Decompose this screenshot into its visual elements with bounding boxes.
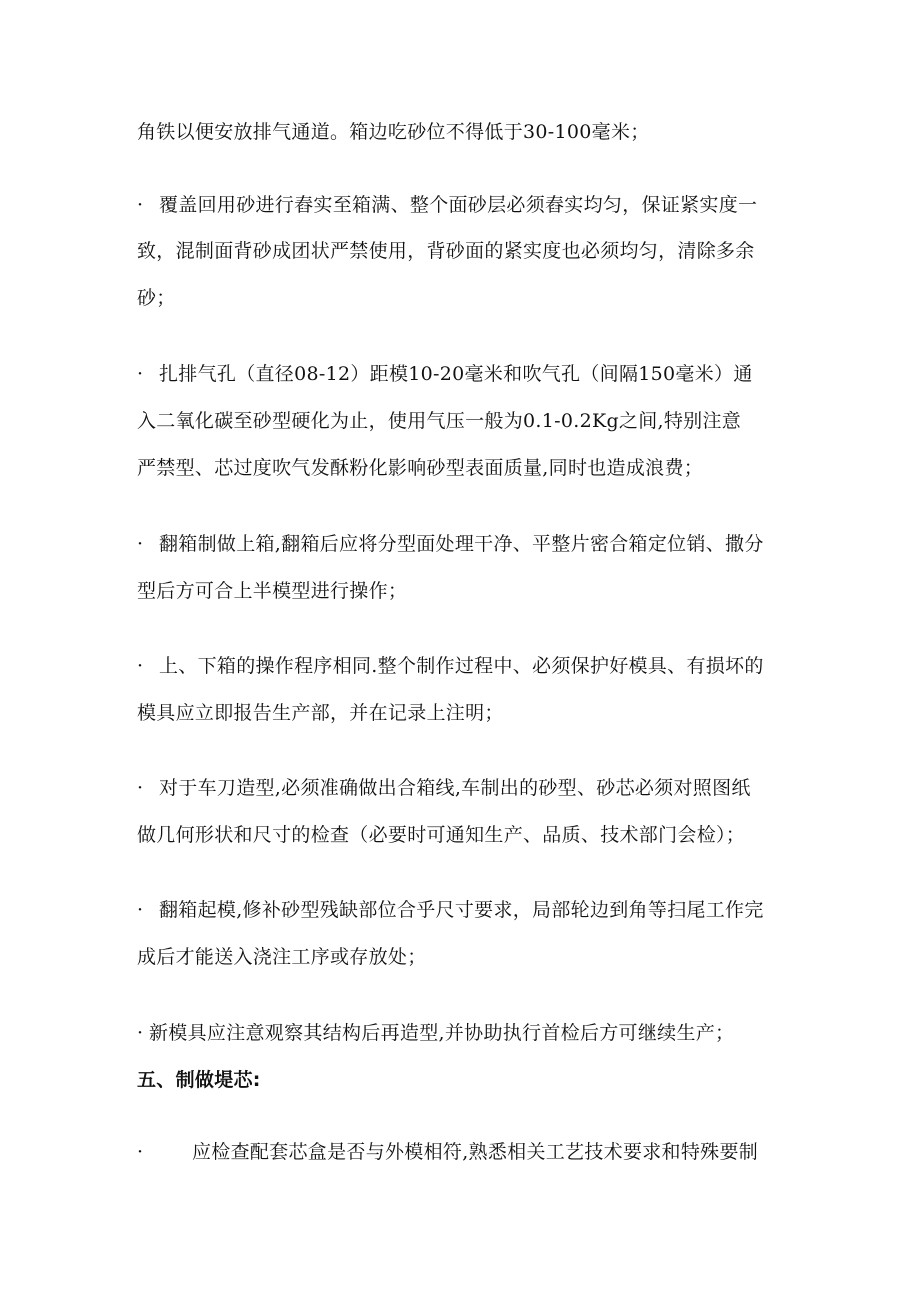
line-text: 新模具应注意观察其结构后再造型,并协助执行首检后方可继续生产；	[149, 1022, 735, 1044]
line-text: 成后才能送入浇注工序或存放处；	[137, 946, 427, 968]
line-text: 入二氧化碳至砂型硬化为止，使用气压一般为0.1-0.2Kg之间,特别注意	[137, 410, 742, 432]
bullet-mark: ·	[137, 1141, 144, 1163]
line-text: 对于车刀造型,必须准确做出合箱线,车制出的砂型、砂芯必须对照图纸	[159, 777, 751, 799]
bullet-mark: ·	[137, 899, 144, 921]
text-line	[137, 579, 797, 603]
line-text: 砂；	[137, 287, 176, 309]
line-text: 翻箱起模,修补砂型残缺部位合乎尺寸要求，局部轮边到角等扫尾工作完	[159, 899, 764, 921]
bullet-mark: ·	[137, 533, 144, 555]
line-text: 角铁以便安放排气通道。箱边吃砂位不得低于30-100毫米；	[137, 121, 650, 143]
bullet-line	[137, 193, 797, 217]
text-line	[137, 945, 797, 969]
text-line	[137, 456, 797, 480]
text-line	[137, 120, 797, 144]
section-heading	[137, 1068, 797, 1092]
bullet-line	[137, 1140, 797, 1164]
text-line	[137, 409, 797, 433]
bullet-mark: ·	[137, 363, 144, 385]
bullet-line	[137, 776, 797, 800]
text-line	[137, 823, 797, 847]
bullet-line	[137, 362, 797, 386]
bullet-mark: ·	[137, 655, 144, 677]
bullet-line	[137, 532, 797, 556]
line-text: 扎排气孔（直径08-12）距模10-20毫米和吹气孔（间隔150毫米）通	[159, 363, 753, 385]
bullet-mark: ·	[137, 777, 144, 799]
bullet-line	[137, 1021, 797, 1045]
line-text: 应检查配套芯盒是否与外模相符,熟悉相关工艺技术要求和特殊要制	[192, 1141, 759, 1163]
bullet-mark: ·	[137, 1022, 144, 1044]
text-line	[137, 286, 797, 310]
line-text: 模具应立即报告生产部，并在记录上注明；	[137, 702, 504, 724]
bullet-line	[137, 654, 797, 678]
line-text: 型后方可合上半模型进行操作；	[137, 580, 408, 602]
text-line	[137, 239, 797, 263]
line-text: 上、下箱的操作程序相同.整个制作过程中、必须保护好模具、有损坏的	[159, 655, 764, 677]
line-text: 致，混制面背砂成团状严禁使用，背砂面的紧实度也必须均匀，清除多余	[137, 240, 755, 262]
bullet-mark: ·	[137, 194, 144, 216]
line-text: 做几何形状和尺寸的检查（必要时可通知生产、品质、技术部门会检）；	[137, 824, 746, 846]
line-text: 翻箱制做上箱,翻箱后应将分型面处理干净、平整片密合箱定位销、撒分	[159, 533, 764, 555]
bullet-line	[137, 898, 797, 922]
line-text: 覆盖回用砂进行舂实至箱满、整个面砂层必须舂实均匀，保证紧实度一	[159, 194, 758, 216]
line-text: 严禁型、芯过度吹气发酥粉化影响砂型表面质量,同时也造成浪费；	[137, 457, 704, 479]
heading-text: 五、制做堤芯:	[137, 1069, 261, 1091]
text-line	[137, 701, 797, 725]
